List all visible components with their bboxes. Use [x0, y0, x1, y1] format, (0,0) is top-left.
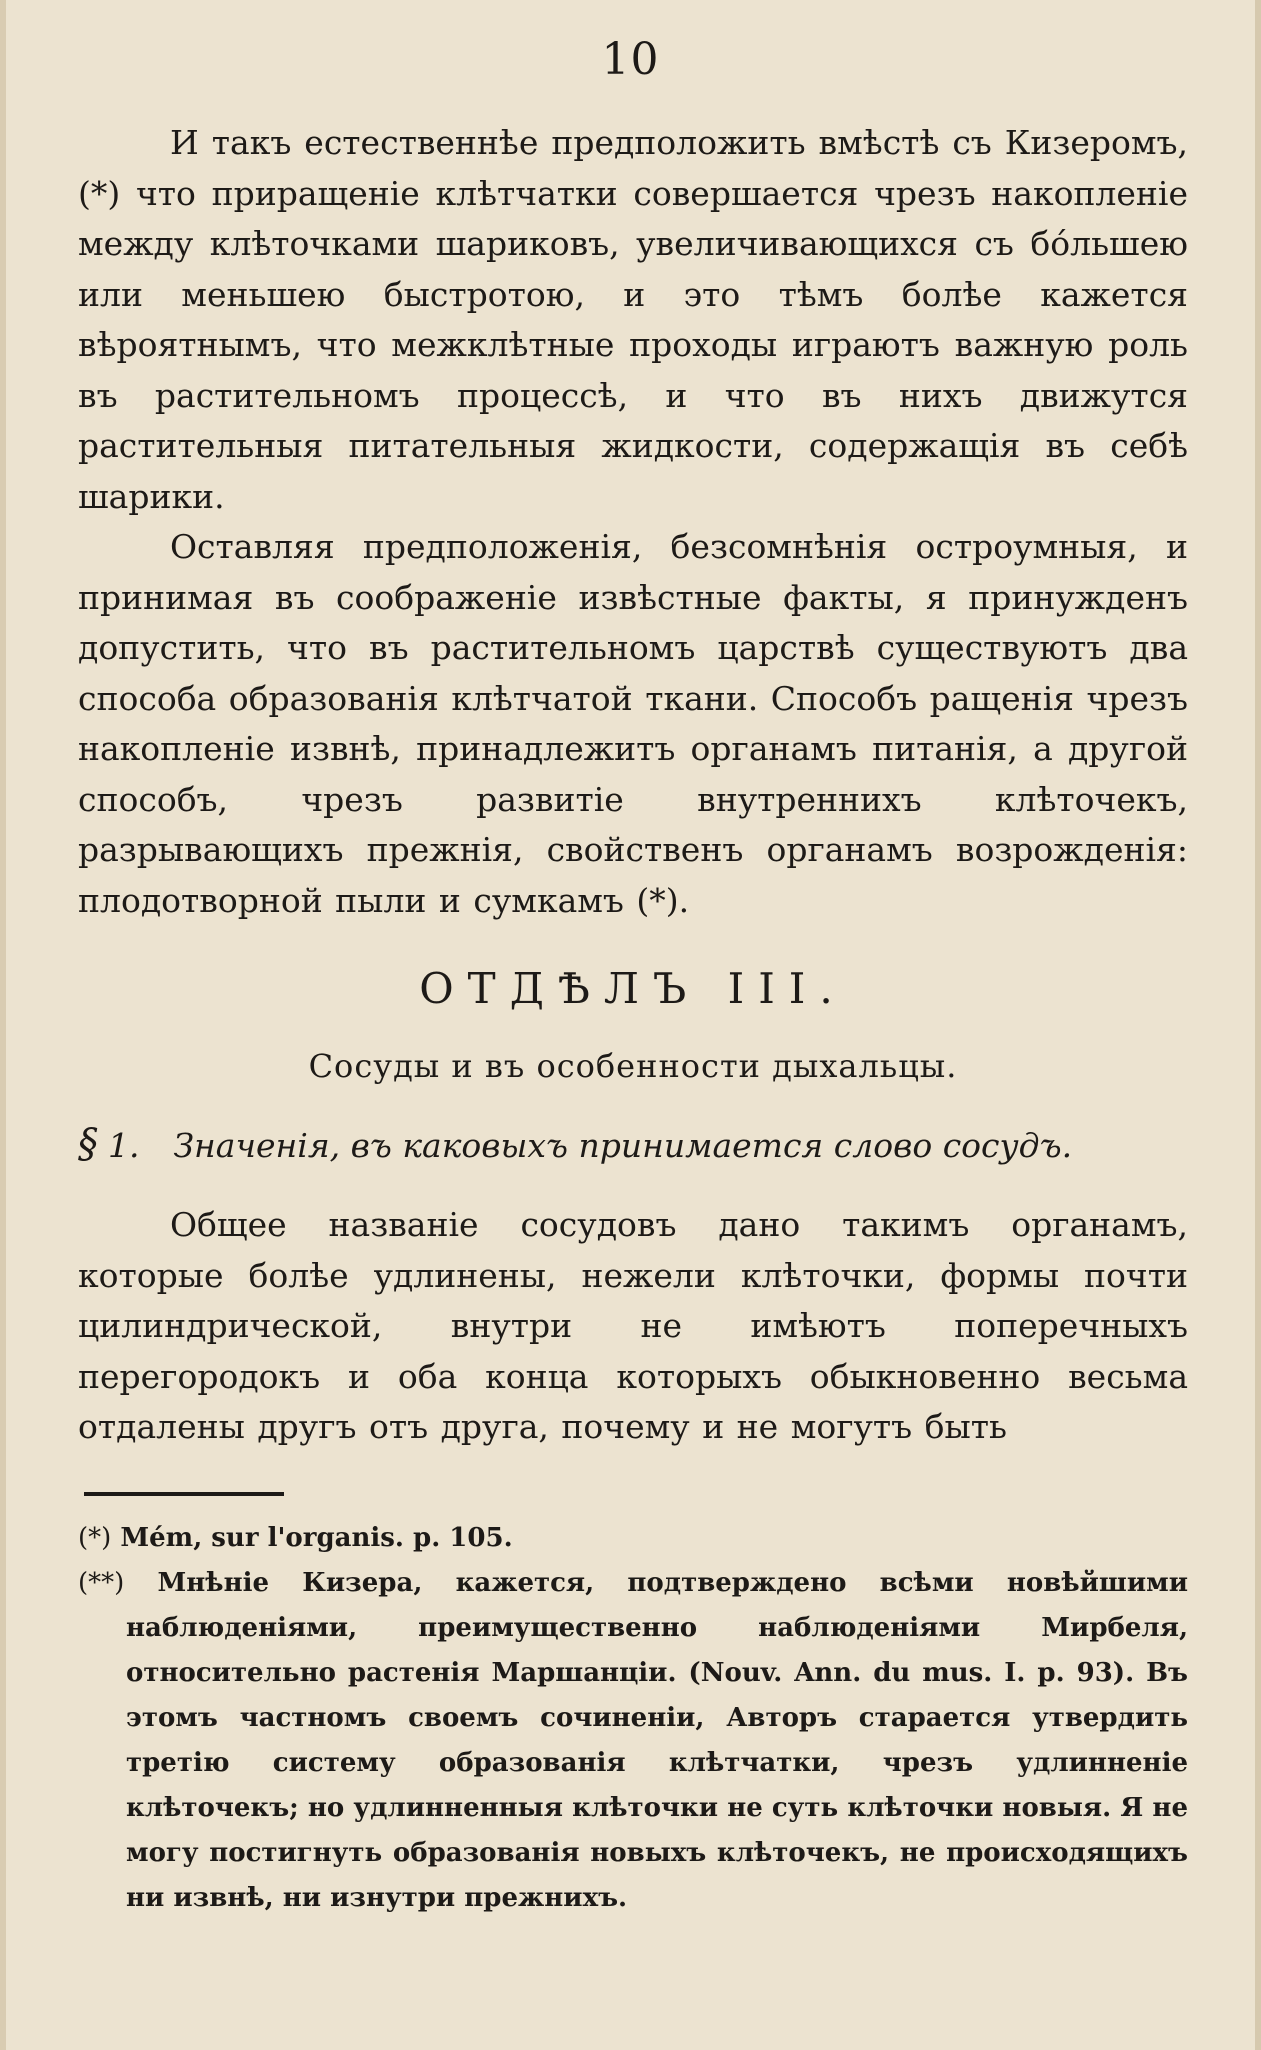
paragraph: Оставляя предположенія, безсомнѣнія остроумныя, и принимая въ соображеніе извѣстные факты, я принужденъ допустить, что въ растительномъ царствѣ существуютъ два способа образованія клѣтчатой ткани. Способъ ращенія чрезъ накопленіе извнѣ, принадлежитъ органамъ питанія, а другой способъ, чрезъ развитіе внутреннихъ клѣточекъ, разрывающихъ прежнія, свойственъ органамъ возрожденія: плодотворной пыли и сумкамъ (*).: [78, 527, 1188, 920]
footnote-divider: [84, 1492, 284, 1496]
page-body: [78, 118, 1188, 1453]
footnote-text: Mém, sur l'organis. p. 105.: [120, 1523, 513, 1553]
paragraph: И такъ естественнѣе предположить вмѣстѣ съ Кизеромъ, (*) что приращеніе клѣтчатки совершается чрезъ накопленіе между клѣточками шариковъ, увеличивающихся съ бо́льшею или меньшею быстротою, и это тѣмъ болѣе кажется вѣроятнымъ, что межклѣтные проходы играютъ важную роль въ растительномъ процессѣ, и что въ нихъ движутся растительныя питательныя жидкости, содержащія въ себѣ шарики.: [78, 123, 1188, 516]
footnote-text: Мнѣніе Кизера, кажется, подтверждено всѣми новѣйшими наблюденіями, преимущественно наблюденіями Мирбеля, относительно растенія Маршанціи. (Nouv. Ann. du mus. I. p. 93). Въ этомъ частномъ своемъ сочиненіи, Авторъ старается утвердить третію систему образованія клѣтчатки, чрезъ удлинненіе клѣточекъ; но удлинненныя клѣточки не суть клѣточки новыя. Я не могу постигнуть образованія новыхъ клѣточекъ, не происходящихъ ни извнѣ, ни изнутри прежнихъ.: [126, 1568, 1188, 1913]
section-title: ОТДѢЛЪ III.: [419, 964, 847, 1013]
page-number: 10: [601, 34, 660, 85]
subsection-number: 1.: [108, 1126, 140, 1165]
footnote-mark: (**): [78, 1568, 125, 1598]
section-symbol: §: [78, 1121, 98, 1167]
footnote: [78, 1516, 1188, 1561]
subsection-title: Значенія, въ каковыхъ принимается слово сосудъ.: [173, 1126, 1073, 1165]
footnotes: [78, 1516, 1188, 1921]
section-subtitle: Сосуды и въ особенности дыхальцы.: [308, 1047, 958, 1085]
footnote-mark: (*): [78, 1523, 112, 1553]
subsection-heading: [78, 1122, 1188, 1168]
paragraph: Общее названіе сосудовъ дано такимъ органамъ, которые болѣе удлинены, нежели клѣточки, формы почти цилиндрической, внутри не имѣютъ поперечныхъ перегородокъ и оба конца которыхъ обыкновенно весьма отдалены другъ отъ друга, почему и не могутъ быть: [78, 1205, 1188, 1446]
footnote: [78, 1561, 1188, 1921]
